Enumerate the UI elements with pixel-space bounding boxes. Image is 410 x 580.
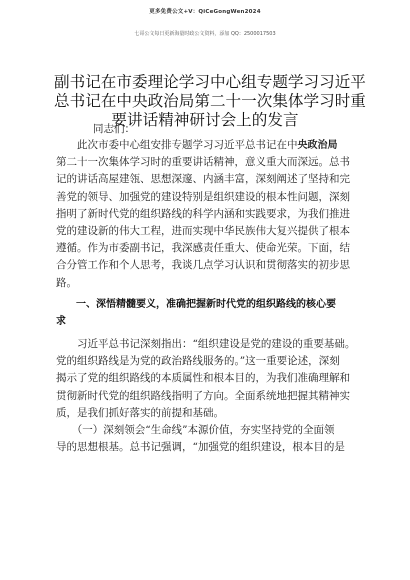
- title-line: 要讲话精神研讨会上的发言: [111, 111, 299, 129]
- paragraph-line: 遵循。作为市委副书记，我深感责任重大、使命光荣。下面，结: [56, 242, 350, 255]
- paragraph-line: 习近平总书记深刻指出：“组织建设是党的建设的重要基础。: [56, 338, 356, 350]
- heading-line: 一、深悟精髓要义，准确把握新时代党的组织路线的核心要: [56, 299, 336, 310]
- paragraph-line: 指明了新时代党的组织路线的科学内涵和实践要求，为我们推进: [56, 207, 350, 220]
- bold-text: 央政治局: [297, 140, 338, 151]
- paragraph-line: 党的组织路线是为党的政治路线服务的。”这一重要论述，深刻: [56, 355, 340, 368]
- paragraph-line: 揭示了党的组织路线的本质属性和根本目的，为我们准确理解和: [56, 372, 350, 385]
- paragraph-line: 质，是我们抓好落实的前提和基础。: [56, 406, 224, 419]
- heading-line: 求: [56, 316, 66, 328]
- paragraph-line: 导的思想根基。总书记强调，“加强党的组织建设，根本目的是: [56, 441, 345, 454]
- intro-paragraph: [56, 137, 360, 292]
- paragraph-line: （一）深刻领会“生命线”本源价值，夯实坚持党的全面领: [56, 423, 335, 436]
- section-heading: [56, 296, 360, 330]
- paragraph-line: 党的建设新的伟大工程，进而实现中华民族伟大复兴提供了根本: [56, 224, 350, 237]
- paragraph-line: 善党的领导、加强党的建设特别是组织建设的根本性问题，深刻: [56, 190, 350, 203]
- title-line: 副书记在市委理论学习中心组专题学习习近平: [54, 73, 366, 91]
- salutation: 同志们：: [93, 123, 135, 135]
- promo-banner: 更多免费公文+V：QiCeGongWen2024: [149, 9, 261, 15]
- paragraph-line: 贯彻新时代党的组织路线指明了方向。全面系统地把握其精神实: [56, 389, 350, 402]
- paragraph-line: 合分管工作和个人思考，我谈几点学习认识和贯彻落实的初步思: [56, 259, 350, 272]
- section-body: [56, 336, 360, 456]
- paragraph-line: [56, 137, 360, 154]
- paragraph-line: 记的讲话高屋建瓴、思想深邃、内涵丰富，深刻阐述了坚持和完: [56, 173, 350, 186]
- update-notice: 七哥公文每日更新海量时政公文资料，添加 QQ：2500017503: [134, 31, 276, 37]
- line-text: 此次市委中心组安排专题学习习近平总书记在中: [56, 139, 298, 151]
- title-line: 总书记在中央政治局第二十一次集体学习时重: [54, 92, 366, 110]
- paragraph-line: 第二十一次集体学习时的重要讲话精神，意义重大而深远。总书: [56, 156, 350, 169]
- paragraph-line: 路。: [56, 276, 77, 289]
